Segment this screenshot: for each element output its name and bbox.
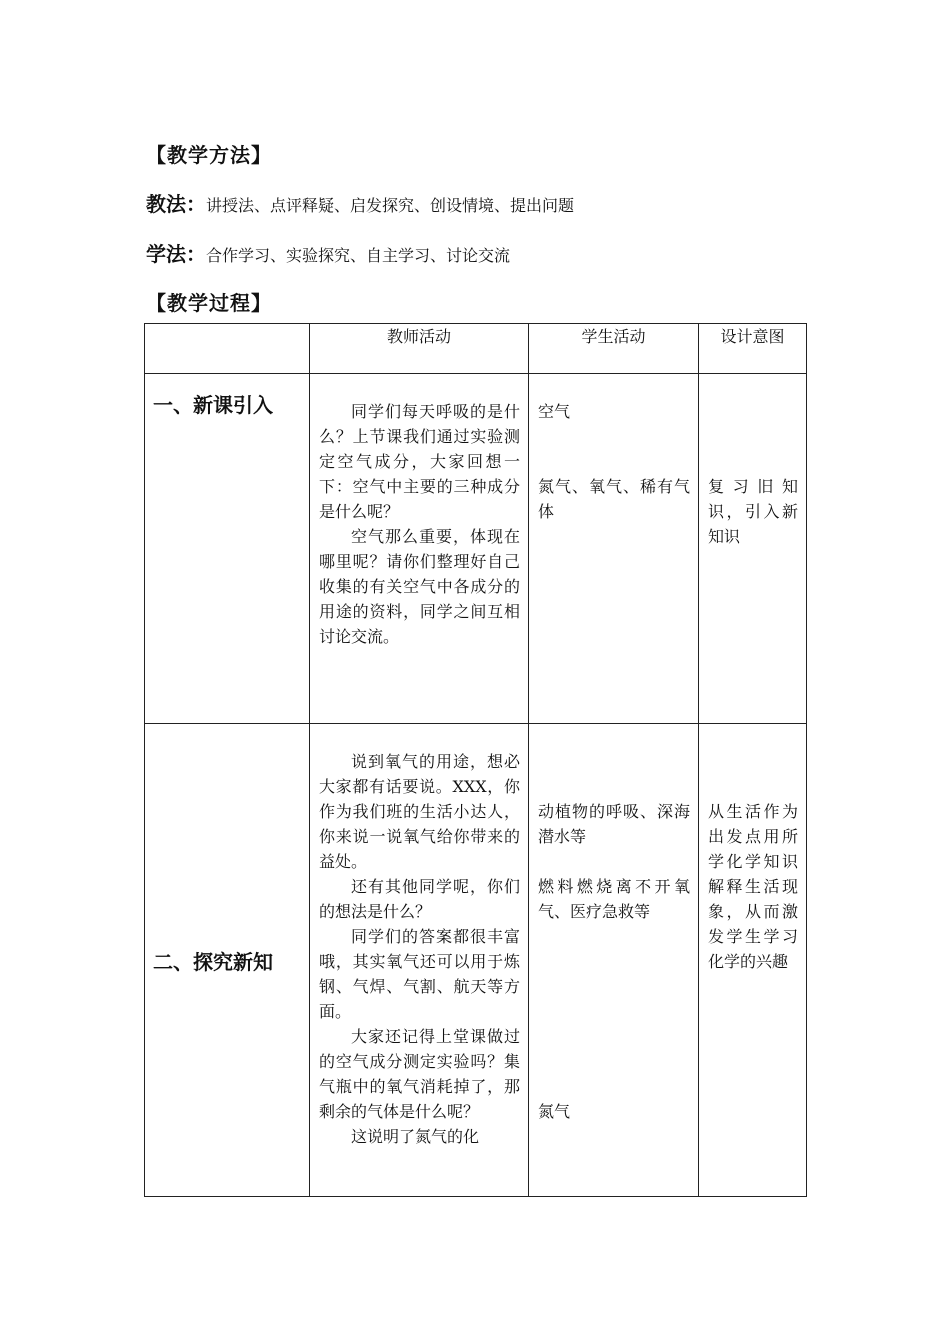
student-activity-cell bbox=[529, 724, 699, 1197]
teacher-paragraph: 还有其他同学呢，你们的想法是什么？ bbox=[319, 877, 520, 921]
learning-method-line bbox=[146, 238, 510, 267]
table-row bbox=[145, 724, 807, 1197]
table-row bbox=[145, 374, 807, 724]
student-response: 空气 bbox=[538, 402, 571, 421]
teaching-method-text: 讲授法、点评释疑、启发探究、创设情境、提出问题 bbox=[206, 196, 575, 215]
header-student-activity: 学生活动 bbox=[529, 324, 699, 374]
teacher-paragraph: 说到氧气的用途，想必大家都有话要说。XXX，你作为我们班的生活小达人，你来说一说氧气给你带来的益处。 bbox=[319, 752, 520, 871]
header-teacher-activity: 教师活动 bbox=[310, 324, 529, 374]
stage-cell bbox=[145, 374, 310, 724]
student-activity-cell bbox=[529, 374, 699, 724]
design-intent-cell bbox=[699, 724, 807, 1197]
stage-cell bbox=[145, 724, 310, 1197]
teaching-methods-heading: 【教学方法】 bbox=[146, 143, 272, 167]
design-intent-cell bbox=[699, 374, 807, 724]
teacher-paragraph: 同学们每天呼吸的是什么？上节课我们通过实验测定空气成分，大家回想一下：空气中主要的三种成分是什么呢？ bbox=[319, 402, 520, 521]
teacher-paragraph: 这说明了氮气的化 bbox=[351, 1127, 480, 1146]
table-header-row bbox=[145, 324, 807, 374]
teacher-activity-cell bbox=[310, 374, 529, 724]
student-response: 氮气 bbox=[538, 1102, 571, 1121]
learning-method-label: 学法： bbox=[146, 242, 206, 266]
header-stage bbox=[145, 324, 310, 374]
teacher-paragraph: 空气那么重要，体现在哪里呢？请你们整理好自己收集的有关空气中各成分的用途的资料，同学之间互相讨论交流。 bbox=[319, 527, 520, 646]
teacher-paragraph: 同学们的答案都很丰富哦，其实氧气还可以用于炼钢、气焊、气割、航天等方面。 bbox=[319, 927, 520, 1021]
student-response: 动植物的呼吸、深海潜水等 bbox=[538, 802, 690, 846]
teaching-method-line bbox=[146, 188, 574, 217]
design-intent-text: 从生活作为出发点用所学化学知识解释生活现象，从而激发学生学习化学的兴趣 bbox=[708, 802, 798, 971]
stage-label: 二、探究新知 bbox=[153, 949, 273, 974]
stage-label: 一、新课引入 bbox=[153, 393, 273, 417]
teaching-method-label: 教法： bbox=[146, 192, 206, 216]
teacher-activity-cell bbox=[310, 724, 529, 1197]
header-design-intent: 设计意图 bbox=[699, 324, 807, 374]
teacher-paragraph: 大家还记得上堂课做过的空气成分测定实验吗？集气瓶中的氧气消耗掉了，那剩余的气体是什么呢？ bbox=[319, 1027, 520, 1121]
teaching-process-table bbox=[144, 323, 807, 1197]
student-response: 燃料燃烧离不开氧气、医疗急救等 bbox=[538, 877, 690, 921]
student-response: 氮气、氧气、稀有气体 bbox=[538, 477, 690, 521]
design-intent-text: 复习旧知识，引入新知识 bbox=[708, 477, 798, 546]
teaching-process-heading: 【教学过程】 bbox=[146, 291, 272, 315]
learning-method-text: 合作学习、实验探究、自主学习、讨论交流 bbox=[206, 246, 511, 265]
